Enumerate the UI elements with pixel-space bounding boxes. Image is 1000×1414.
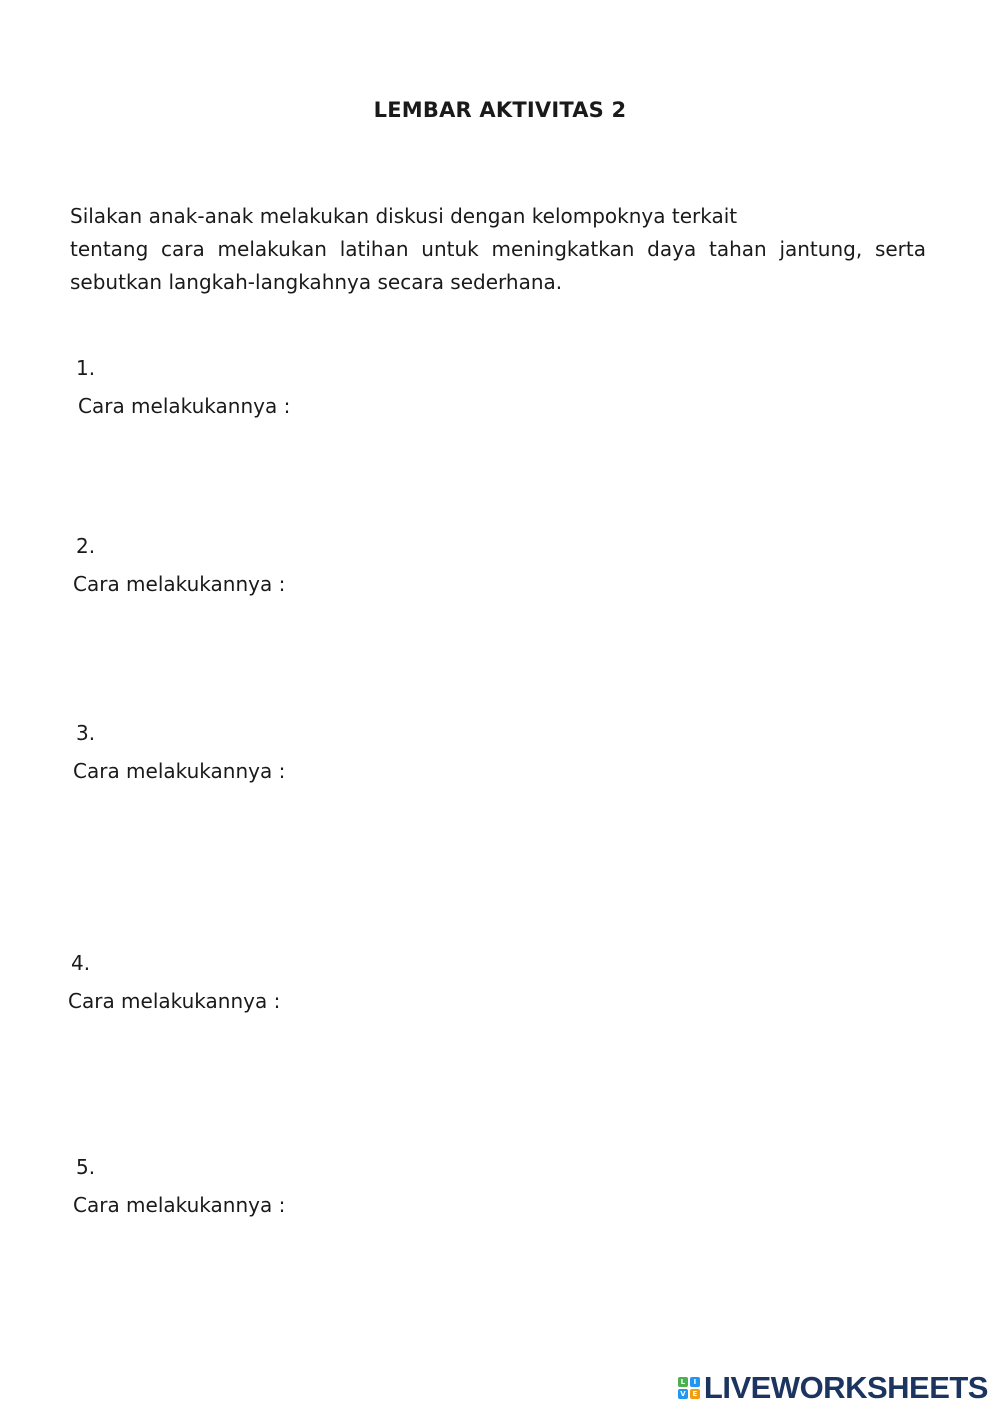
item-label: Cara melakukannya : — [73, 759, 286, 783]
instructions-continuation: tentang cara melakukan latihan untuk meningkatkan daya tahan jantung, serta sebutkan langkah-langkahnya secara sederhana. — [70, 237, 926, 294]
activity-item-4 — [0, 944, 280, 1020]
activity-item-5 — [0, 1148, 285, 1224]
activity-item-3 — [0, 714, 285, 790]
item-label: Cara melakukannya : — [73, 572, 286, 596]
activity-item-1 — [0, 349, 290, 425]
instructions — [70, 200, 926, 299]
logo-letter-l: L — [678, 1377, 688, 1387]
item-number: 3. — [76, 721, 96, 745]
liveworksheets-brand — [678, 1370, 988, 1406]
logo-letter-e: E — [690, 1389, 700, 1399]
item-label: Cara melakukannya : — [78, 394, 291, 418]
logo-letter-i: I — [690, 1377, 700, 1387]
page-title: LEMBAR AKTIVITAS 2 — [373, 98, 627, 122]
item-number: 5. — [76, 1155, 96, 1179]
logo-letter-v: V — [678, 1389, 688, 1399]
liveworksheets-logo-icon — [678, 1377, 700, 1399]
instructions-line-1: Silakan anak-anak melakukan diskusi dengan kelompoknya terkait — [70, 204, 738, 228]
item-label: Cara melakukannya : — [68, 989, 281, 1013]
item-number: 4. — [71, 951, 91, 975]
item-label: Cara melakukannya : — [73, 1193, 286, 1217]
brand-name: LIVEWORKSHEETS — [703, 1370, 988, 1405]
item-number: 2. — [76, 534, 96, 558]
item-number: 1. — [76, 356, 96, 380]
activity-item-2 — [0, 527, 285, 603]
